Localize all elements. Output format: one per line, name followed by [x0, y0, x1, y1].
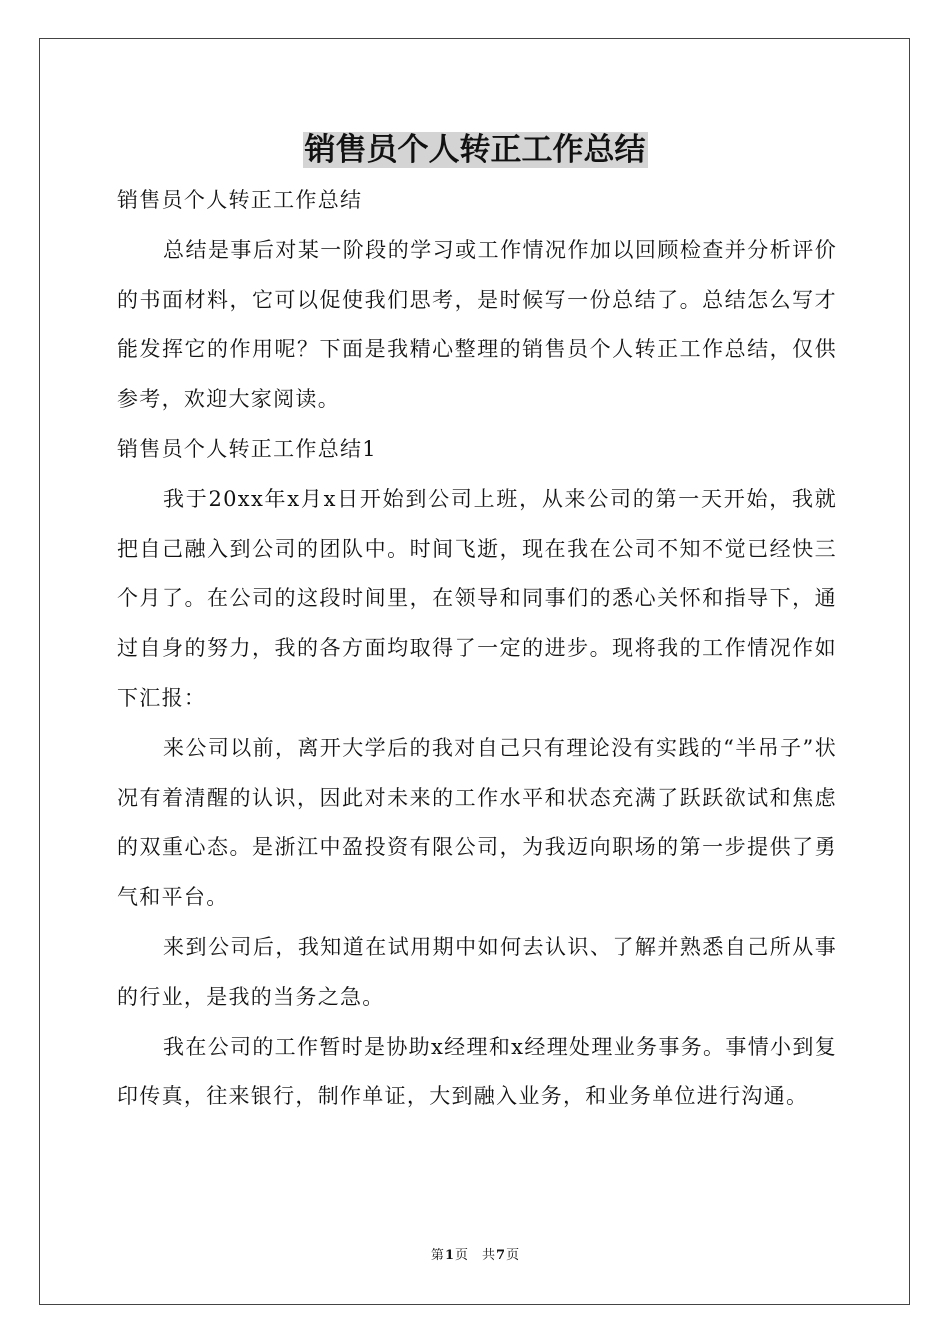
page-footer [0, 1247, 950, 1265]
page-total-label: 共7页 [482, 1248, 520, 1263]
page-current: 1 [444, 1248, 454, 1263]
section-heading-1: 销售员个人转正工作总结1 [117, 436, 377, 461]
subtitle-line: 销售员个人转正工作总结 [117, 188, 363, 212]
document-title [0, 128, 950, 172]
body-paragraph-2: 来公司以前，离开大学后的我对自己只有理论没有实践的“半吊子”状况有着清醒的认识，因此对未来的工作水平和状态充满了跃跃欲试和焦虑的双重心态。是浙江中盈投资有限公司，为我迈向职场的第一步提供了勇气和平台。 [117, 735, 837, 910]
document-body [117, 176, 837, 1122]
page-number-label: 第1页 [430, 1248, 468, 1263]
body-paragraph-3: 来到公司后，我知道在试用期中如何去认识、了解并熟悉自己所从事的行业，是我的当务之急。 [117, 934, 837, 1009]
intro-paragraph: 总结是事后对某一阶段的学习或工作情况作加以回顾检查并分析评价的书面材料，它可以促使我们思考，是时候写一份总结了。总结怎么写才能发挥它的作用呢？下面是我精心整理的销售员个人转正工作总结，仅供参考，欢迎大家阅读。 [117, 237, 837, 412]
body-paragraph-4: 我在公司的工作暂时是协助x经理和x经理处理业务事务。事情小到复印传真，往来银行，制作单证，大到融入业务，和业务单位进行沟通。 [117, 1034, 837, 1109]
body-paragraph-1: 我于20xx年x月x日开始到公司上班，从来公司的第一天开始，我就把自己融入到公司的团队中。时间飞逝，现在我在公司不知不觉已经快三个月了。在公司的这段时间里，在领导和同事们的悉心关怀和指导下，通过自身的努力，我的各方面均取得了一定的进步。现将我的工作情况作如下汇报： [117, 486, 837, 710]
document-title-text: 销售员个人转正工作总结 [304, 132, 646, 168]
page-total: 7 [496, 1248, 506, 1263]
